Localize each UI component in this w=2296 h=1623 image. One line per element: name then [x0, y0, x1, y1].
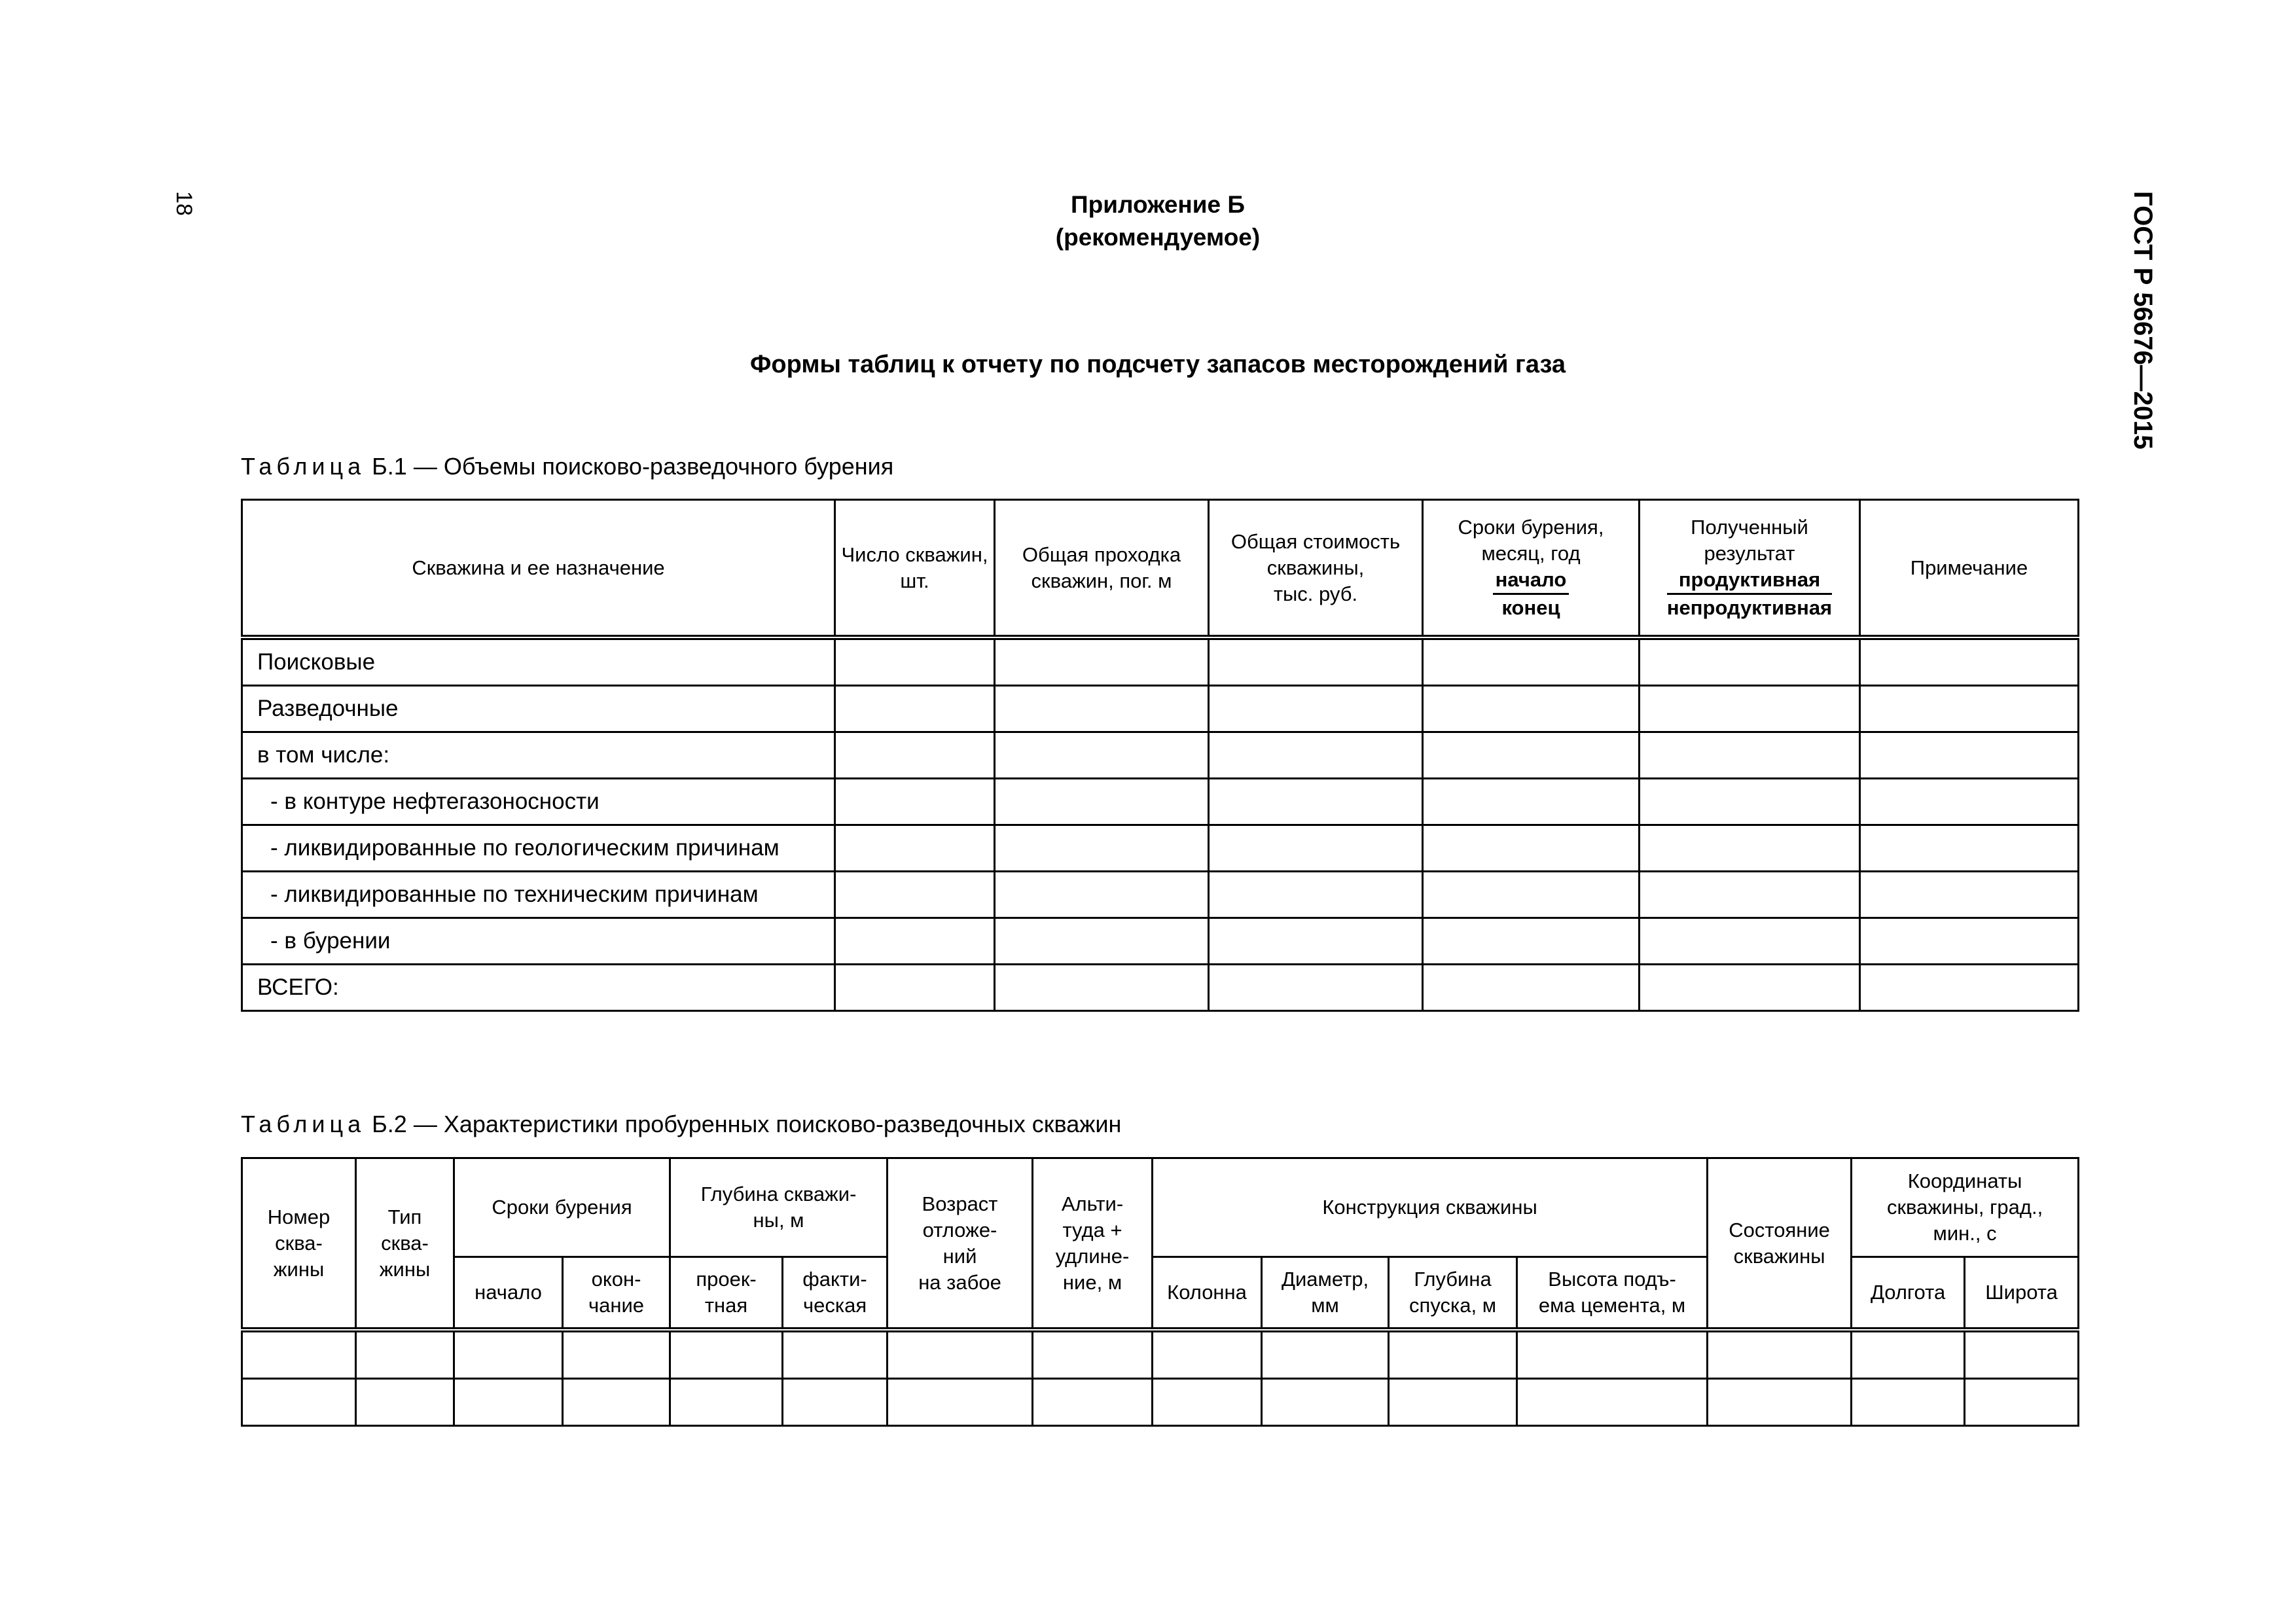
appendix-note: (рекомендуемое) [1055, 224, 1261, 251]
table1-caption-text: Б.1 — Объемы поисково-разведочного бурения [372, 453, 894, 480]
table-cell [835, 686, 995, 732]
table-row [242, 965, 2079, 1011]
table1-header-row [242, 500, 2079, 638]
table-cell [835, 965, 995, 1011]
header-well-depth [670, 1158, 888, 1257]
result-nonproductive-label: непродуктивная [1666, 596, 1833, 619]
header-cost-line2: скважины, [1266, 556, 1365, 579]
table2-caption-word: Таблица [241, 1111, 366, 1137]
table-cell [1852, 1330, 1965, 1379]
header-altitude [1033, 1158, 1153, 1330]
header-column: Колонна [1153, 1257, 1262, 1330]
table-cell [995, 918, 1209, 965]
row-label: - ликвидированные по геологическим причинам [242, 825, 835, 872]
table-cell [1860, 918, 2079, 965]
table-cell [1423, 779, 1640, 825]
dates-start-label: начало [1493, 567, 1570, 595]
row-label: в том числе: [242, 732, 835, 779]
result-productive-label: продуктивная [1667, 567, 1832, 595]
table-cell [1640, 732, 1860, 779]
row-label: ВСЕГО: [242, 965, 835, 1011]
header-text: Альти- [1061, 1192, 1124, 1215]
table-cell [454, 1330, 563, 1379]
table-row [242, 872, 2079, 918]
table-cell [1860, 732, 2079, 779]
table-cell [995, 732, 1209, 779]
table-cell [242, 1330, 356, 1379]
header-depth-projected [670, 1257, 783, 1330]
table-cell [1852, 1379, 1965, 1426]
table-cell [454, 1379, 563, 1426]
row-label: - в бурении [242, 918, 835, 965]
header-note: Примечание [1860, 500, 2079, 638]
header-text: Глубина скважи- [700, 1183, 857, 1205]
header-text: Глубина [1414, 1268, 1492, 1291]
page-number: 18 [171, 191, 196, 216]
table-cell [1640, 637, 1860, 686]
header-text: Диаметр, [1281, 1268, 1369, 1291]
table-cell [1153, 1330, 1262, 1379]
header-total-cost [1209, 500, 1423, 638]
header-text: тная [704, 1294, 748, 1317]
table-cell [1965, 1330, 2079, 1379]
header-text: туда + [1062, 1218, 1122, 1241]
table-cell [1033, 1379, 1153, 1426]
header-total-drilling: Общая проходка скважин, пог. м [995, 500, 1209, 638]
table1-caption [241, 453, 893, 480]
header-cement-height [1517, 1257, 1708, 1330]
header-text: Возраст [922, 1192, 998, 1215]
result-fraction [1667, 567, 1832, 621]
header-result [1640, 500, 1860, 638]
header-longitude: Долгота [1852, 1257, 1965, 1330]
table-cell [995, 872, 1209, 918]
header-well-state [1708, 1158, 1852, 1330]
table-row [242, 825, 2079, 872]
table-cell [995, 779, 1209, 825]
header-depth-actual [783, 1257, 888, 1330]
header-text: Номер [267, 1205, 331, 1228]
table-cell [835, 825, 995, 872]
table-cell [835, 918, 995, 965]
table-cell [1517, 1330, 1708, 1379]
forms-title: Формы таблиц к отчету по подсчету запасов месторождений газа [749, 351, 1566, 378]
table-cell [1423, 686, 1640, 732]
header-dates-line1: Сроки бурения, [1458, 516, 1604, 539]
header-text: окон- [591, 1268, 641, 1291]
row-label: - в контуре нефтегазоносности [242, 779, 835, 825]
table-cell [563, 1379, 670, 1426]
row-label: Поисковые [242, 637, 835, 686]
table-cell [1640, 965, 1860, 1011]
header-text: отложе- [922, 1218, 997, 1241]
table-cell [1860, 637, 2079, 686]
table-cell [1640, 686, 1860, 732]
header-diameter [1262, 1257, 1389, 1330]
table-cell [1640, 918, 1860, 965]
table-cell [670, 1330, 783, 1379]
table-cell [1153, 1379, 1262, 1426]
header-cost-line1: Общая стоимость [1230, 529, 1401, 553]
table-cell [835, 779, 995, 825]
row-label: - ликвидированные по техническим причинам [242, 872, 835, 918]
header-dates-line2: месяц, год [1481, 542, 1581, 565]
table-cell [1860, 872, 2079, 918]
table-well-characteristics [241, 1157, 2079, 1427]
table-cell [670, 1379, 783, 1426]
table-cell [995, 825, 1209, 872]
header-text: удлине- [1055, 1244, 1130, 1268]
header-text: Высота подъ- [1548, 1268, 1676, 1291]
header-text: сква- [381, 1231, 429, 1255]
table-row [242, 779, 2079, 825]
table-cell [1423, 732, 1640, 779]
header-dates-end [563, 1257, 670, 1330]
table-row [242, 637, 2079, 686]
table-cell [1860, 825, 2079, 872]
header-text: ний [942, 1244, 977, 1268]
appendix-title: Приложение Б [1071, 191, 1245, 218]
table-cell [1209, 637, 1423, 686]
table-cell [1389, 1379, 1517, 1426]
table-row [242, 732, 2079, 779]
table-cell [1860, 779, 2079, 825]
table-cell [1033, 1330, 1153, 1379]
header-text: чание [588, 1294, 645, 1317]
header-well: Скважина и ее назначение [242, 500, 835, 638]
document-code: ГОСТ Р 56676—2015 [2128, 191, 2157, 450]
table-cell [1209, 686, 1423, 732]
header-text: спуска, м [1409, 1294, 1497, 1317]
table-cell [888, 1379, 1033, 1426]
table-cell [1708, 1379, 1852, 1426]
table-drilling-volumes [241, 499, 2079, 1012]
table-cell [1708, 1330, 1852, 1379]
header-text: мм [1311, 1294, 1339, 1317]
table-cell [1423, 872, 1640, 918]
header-text: ние, м [1062, 1270, 1122, 1294]
table-row [242, 918, 2079, 965]
table-cell [1262, 1379, 1389, 1426]
table-cell [356, 1330, 454, 1379]
table-cell [835, 872, 995, 918]
header-run-depth [1389, 1257, 1517, 1330]
table-row [242, 1330, 2079, 1379]
header-text: на забое [918, 1270, 1001, 1294]
table-cell [356, 1379, 454, 1426]
table-cell [888, 1330, 1033, 1379]
header-well-type [356, 1158, 454, 1330]
dates-fraction [1493, 567, 1570, 621]
table-cell [783, 1330, 888, 1379]
table-cell [242, 1379, 356, 1426]
header-text: жины [273, 1257, 325, 1281]
table-cell [1209, 918, 1423, 965]
header-text: факти- [802, 1268, 867, 1291]
table-cell [1209, 825, 1423, 872]
table-row [242, 686, 2079, 732]
header-text: проек- [696, 1268, 757, 1291]
header-text: скважины [1733, 1244, 1825, 1268]
header-result-line1: Полученный [1691, 516, 1808, 539]
table-cell [1640, 779, 1860, 825]
dates-end-label: конец [1501, 596, 1560, 619]
table-cell [995, 965, 1209, 1011]
table-cell [1640, 825, 1860, 872]
table-cell [1860, 686, 2079, 732]
table-cell [1209, 732, 1423, 779]
header-text: сква- [275, 1231, 323, 1255]
row-label: Разведочные [242, 686, 835, 732]
header-drilling-dates: Сроки бурения [454, 1158, 670, 1257]
header-well-construction: Конструкция скважины [1153, 1158, 1708, 1257]
table2-caption [241, 1111, 1121, 1138]
table-cell [1860, 965, 2079, 1011]
header-coordinates [1852, 1158, 2079, 1257]
table-cell [1640, 872, 1860, 918]
table-cell [1965, 1379, 2079, 1426]
table-cell [835, 637, 995, 686]
header-cost-line3: тыс. руб. [1273, 582, 1358, 605]
table1-caption-word: Таблица [241, 453, 366, 480]
header-text: Координаты [1907, 1169, 2022, 1192]
table-cell [1423, 918, 1640, 965]
header-well-count: Число скважин, шт. [835, 500, 995, 638]
table-row [242, 1379, 2079, 1426]
table-cell [1389, 1330, 1517, 1379]
header-dates-start: начало [454, 1257, 563, 1330]
header-drilling-dates [1423, 500, 1640, 638]
appendix-heading [0, 188, 2296, 254]
table-cell [995, 637, 1209, 686]
header-text: ны, м [753, 1209, 804, 1232]
table-cell [1423, 637, 1640, 686]
table-cell [783, 1379, 888, 1426]
header-text: мин., с [1933, 1222, 1997, 1245]
table-cell [835, 732, 995, 779]
header-result-line2: результат [1704, 542, 1795, 565]
header-text: скважины, град., [1886, 1196, 2043, 1219]
table-cell [1209, 872, 1423, 918]
header-text: ческая [802, 1294, 867, 1317]
table-cell [1517, 1379, 1708, 1426]
table-cell [1209, 965, 1423, 1011]
table-cell [1209, 779, 1423, 825]
table-cell [563, 1330, 670, 1379]
header-text: Состояние [1729, 1218, 1830, 1241]
table-cell [1423, 965, 1640, 1011]
table2-header-row [242, 1158, 2079, 1257]
header-latitude: Широта [1965, 1257, 2079, 1330]
table-cell [995, 686, 1209, 732]
header-bottom-age [888, 1158, 1033, 1330]
header-well-number [242, 1158, 356, 1330]
header-text: жины [379, 1257, 431, 1281]
table-cell [1423, 825, 1640, 872]
table2-caption-text: Б.2 — Характеристики пробуренных поисково-разведочных скважин [372, 1111, 1122, 1137]
header-text: Тип [387, 1205, 422, 1228]
header-text: ема цемента, м [1538, 1294, 1686, 1317]
table-cell [1262, 1330, 1389, 1379]
